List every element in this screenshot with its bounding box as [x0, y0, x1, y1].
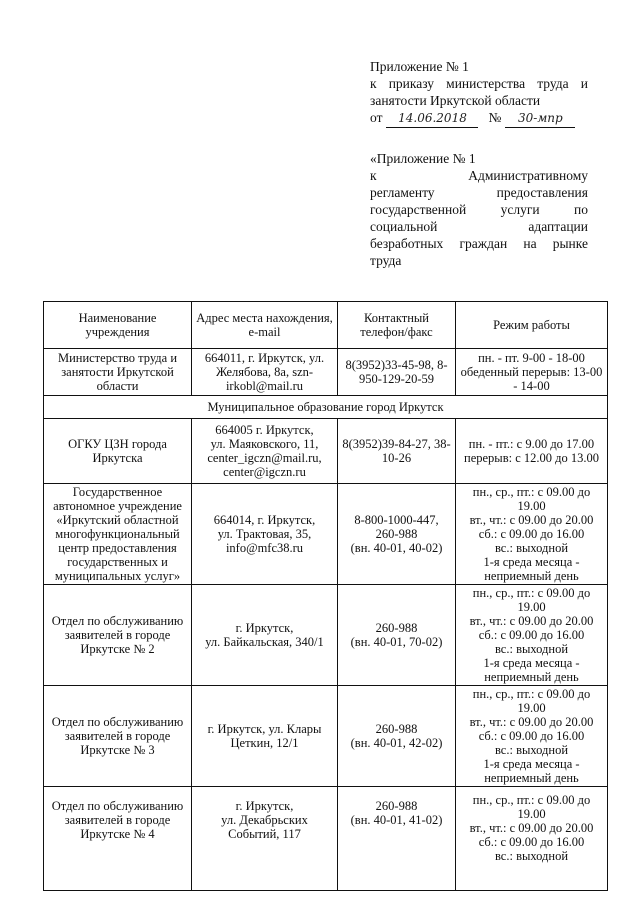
- annex-date-row: [370, 109, 588, 128]
- cell-phone: [338, 787, 456, 891]
- address-line: Цеткин, 12/1: [230, 736, 299, 750]
- column-header-address: Адрес места нахождения, e-mail: [192, 302, 338, 349]
- phone-line: (вн. 40-01, 42-02): [350, 736, 443, 750]
- name-line: Государственное: [72, 485, 163, 499]
- cell-hours: пн. - пт. 9-00 - 18-00 обеденный перерыв: 13-00 - 14-00: [456, 349, 608, 396]
- cell-hours: [456, 484, 608, 585]
- cell-address: [192, 484, 338, 585]
- regulation-line: социальной адаптации: [370, 219, 588, 234]
- phone-line: (вн. 40-01, 40-02): [350, 541, 443, 555]
- municipality-label: Муниципальное образование город Иркутск: [44, 396, 608, 419]
- column-header-name: Наименование учреждения: [44, 302, 192, 349]
- cell-address: [192, 419, 338, 484]
- regulation-line: регламенту предоставления: [370, 185, 588, 200]
- hours-line: сб.: с 09.00 до 16.00: [478, 835, 585, 849]
- regulation-line: труда: [370, 253, 402, 268]
- phone-line: 260-988: [375, 621, 418, 635]
- name-line: Отдел по обслуживанию: [51, 715, 184, 729]
- email-line: center@igczn.ru: [223, 465, 306, 479]
- phone-line: (вн. 40-01, 41-02): [350, 813, 443, 827]
- cell-address: [192, 787, 338, 891]
- address-line: г. Иркутск,: [235, 621, 294, 635]
- table-row: [44, 686, 608, 787]
- hours-line: вт., чт.: с 09.00 до 20.00: [469, 513, 594, 527]
- address-line: ул. Декабрьских: [221, 813, 308, 827]
- table-row: [44, 787, 608, 891]
- address-line: 664014, г. Иркутск,: [213, 513, 316, 527]
- name-line: центр предоставления: [58, 541, 177, 555]
- hours-line: неприемный день: [484, 771, 579, 785]
- cell-hours: [456, 787, 608, 891]
- cell-name: [44, 484, 192, 585]
- annex-order-line: к приказу министерства труда и: [370, 76, 588, 91]
- hours-line: 1-я среда месяца -: [483, 757, 580, 771]
- institutions-table: [43, 301, 608, 891]
- cell-phone: 8(3952)33-45-98, 8-950-129-20-59: [338, 349, 456, 396]
- hours-line: пн., ср., пт.: с 09.00 до 19.00: [472, 485, 591, 513]
- column-header-hours: Режим работы: [456, 302, 608, 349]
- municipality-row: [44, 396, 608, 419]
- hours-line: неприемный день: [484, 569, 579, 583]
- hours-line: вт., чт.: с 09.00 до 20.00: [469, 614, 594, 628]
- address-line: г. Иркутск, ул. Клары: [207, 722, 322, 736]
- cell-phone: [338, 585, 456, 686]
- hours-line: вс.: выходной: [494, 541, 569, 555]
- name-line: государственных и: [67, 555, 168, 569]
- name-line: многофункциональный: [55, 527, 180, 541]
- address-line: ул. Маяковского, 11,: [210, 437, 319, 451]
- hours-line: вс.: выходной: [494, 743, 569, 757]
- hours-line: неприемный день: [484, 670, 579, 684]
- address-line: 664005 г. Иркутск,: [215, 423, 314, 437]
- address-line: ул. Байкальская, 340/1: [205, 635, 324, 649]
- cell-address: 664011, г. Иркутск, ул. Желябова, 8а, szn-irkobl@mail.ru: [192, 349, 338, 396]
- cell-hours: [456, 585, 608, 686]
- hours-line: перерыв: с 12.00 до 13.00: [464, 451, 599, 465]
- hours-line: пн. - пт.: с 9.00 до 17.00: [468, 437, 595, 451]
- name-line: Иркутске № 4: [80, 827, 155, 841]
- name-line: заявителей в городе: [64, 628, 171, 642]
- name-line: Отдел по обслуживанию: [51, 799, 184, 813]
- hours-line: пн., ср., пт.: с 09.00 до: [472, 793, 591, 807]
- name-line: заявителей в городе: [64, 813, 171, 827]
- annex-header: [370, 58, 588, 128]
- number-label: №: [488, 110, 502, 125]
- phone-line: 260-988: [375, 799, 418, 813]
- phone-line: (вн. 40-01, 70-02): [350, 635, 443, 649]
- cell-name: [44, 585, 192, 686]
- hours-line: сб.: с 09.00 до 16.00: [478, 628, 585, 642]
- cell-hours: [456, 686, 608, 787]
- address-line: г. Иркутск,: [235, 799, 294, 813]
- phone-line: 260-988: [375, 527, 418, 541]
- cell-name: ОГКУ ЦЗН города Иркутска: [44, 419, 192, 484]
- cell-phone: [338, 686, 456, 787]
- name-line: заявителей в городе: [64, 729, 171, 743]
- annex-ministry-line: занятости Иркутской области: [370, 93, 541, 108]
- hours-line: вт., чт.: с 09.00 до 20.00: [469, 715, 594, 729]
- name-line: автономное учреждение: [53, 499, 182, 513]
- handwritten-date: 14.06.2018: [386, 110, 478, 128]
- name-line: Иркутске № 2: [80, 642, 155, 656]
- hours-line: пн., ср., пт.: с 09.00 до 19.00: [472, 687, 591, 715]
- email-line: center_igczn@mail.ru,: [207, 451, 322, 465]
- cell-name: Министерство труда и занятости Иркутской области: [44, 349, 192, 396]
- regulation-line: государственной услуги по: [370, 202, 588, 217]
- table-row: [44, 419, 608, 484]
- table-row: [44, 484, 608, 585]
- cell-hours: [456, 419, 608, 484]
- table-row: [44, 585, 608, 686]
- hours-line: 19.00: [517, 807, 546, 821]
- hours-line: сб.: с 09.00 до 16.00: [478, 527, 585, 541]
- name-line: «Иркутский областной: [56, 513, 179, 527]
- cell-name: [44, 787, 192, 891]
- cell-address: [192, 686, 338, 787]
- hours-line: вс.: выходной: [494, 849, 569, 863]
- phone-line: 8-800-1000-447,: [354, 513, 439, 527]
- annex-title: Приложение № 1: [370, 59, 469, 74]
- hours-line: вт., чт.: с 09.00 до 20.00: [469, 821, 594, 835]
- cell-address: [192, 585, 338, 686]
- cell-name: [44, 686, 192, 787]
- handwritten-number: 30-мпр: [505, 110, 575, 128]
- regulation-line: безработных граждан на рынке: [370, 236, 588, 251]
- column-header-phone: Контактный телефон/факс: [338, 302, 456, 349]
- cell-phone: [338, 484, 456, 585]
- address-line: Событий, 117: [228, 827, 301, 841]
- from-label: от: [370, 110, 383, 125]
- email-line: info@mfc38.ru: [225, 541, 304, 555]
- hours-line: пн., ср., пт.: с 09.00 до 19.00: [472, 586, 591, 614]
- hours-line: сб.: с 09.00 до 16.00: [478, 729, 585, 743]
- address-line: ул. Трактовая, 35,: [217, 527, 312, 541]
- table-header-row: [44, 302, 608, 349]
- hours-line: вс.: выходной: [494, 642, 569, 656]
- table-row: [44, 349, 608, 396]
- name-line: муниципальных услуг»: [54, 569, 181, 583]
- phone-line: 260-988: [375, 722, 418, 736]
- regulation-reference: [370, 150, 588, 269]
- regulation-line: «Приложение № 1: [370, 151, 476, 166]
- name-line: Иркутске № 3: [80, 743, 155, 757]
- regulation-line: к Административному: [370, 168, 588, 183]
- hours-line: 1-я среда месяца -: [483, 555, 580, 569]
- name-line: Отдел по обслуживанию: [51, 614, 184, 628]
- hours-line: 1-я среда месяца -: [483, 656, 580, 670]
- cell-phone: 8(3952)39-84-27, 38-10-26: [338, 419, 456, 484]
